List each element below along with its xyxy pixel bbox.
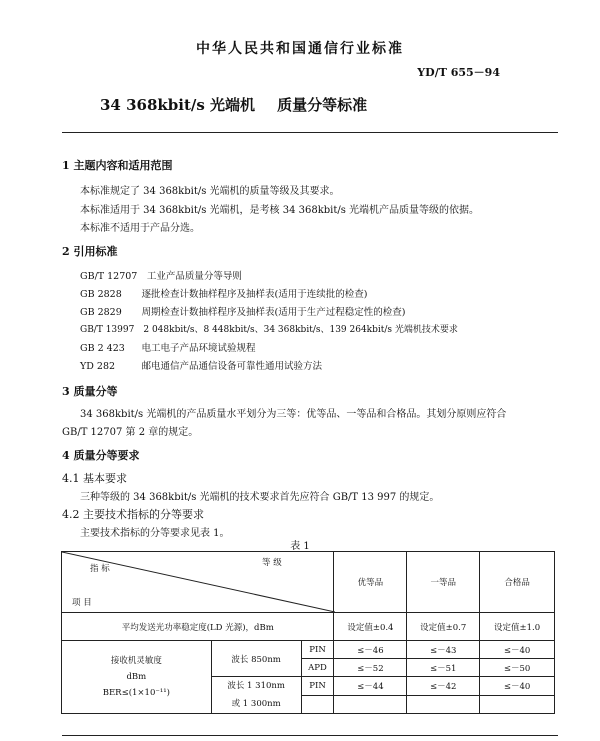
table-caption: 表 1 [290, 541, 310, 552]
section-1-paragraph: 本标准规定了 34 368kbit/s 光端机的质量等级及其要求。 [80, 186, 340, 197]
empty-cell [480, 695, 555, 714]
row-label-power: 平均发送光功率稳定度(LD 光源)，dBm [62, 613, 334, 641]
standard-code: YD/T 655－94 [417, 66, 500, 79]
diagonal-line [62, 552, 335, 612]
reference-item [80, 304, 405, 318]
reference-item [80, 340, 256, 354]
document-title [100, 94, 367, 115]
table-cell: ≤－40 [480, 677, 555, 696]
detector-cell: PIN [301, 677, 334, 696]
sensitivity-label: 接收机灵敏度 [110, 656, 162, 666]
section-4-heading: 4 质量分等要求 [62, 449, 140, 462]
table-cell: ≤－42 [407, 677, 480, 696]
table-row [62, 641, 555, 659]
header-grade-label: 等 级 [262, 558, 282, 568]
wavelength-1310-label: 波长 1 310nm [227, 681, 285, 691]
reference-title: 电工电子产品环境试验规程 [141, 343, 256, 354]
section-1-heading: 1 主题内容和适用范围 [62, 159, 173, 172]
section-3-paragraph-line: GB/T 12707 第 2 章的规定。 [62, 427, 199, 438]
table-cell: ≤－40 [480, 641, 555, 659]
table-cell: 设定值±0.7 [407, 613, 480, 641]
table-row [62, 613, 555, 641]
table-cell: 设定值±0.4 [334, 613, 407, 641]
column-header: 优等品 [334, 552, 407, 613]
reference-code: GB 2828 [80, 289, 122, 300]
reference-item [80, 286, 367, 300]
reference-title: 邮电通信产品通信设备可靠性通用试验方法 [141, 361, 323, 372]
reference-code: GB/T 12707 [80, 271, 138, 282]
reference-code: YD 282 [80, 361, 116, 372]
detector-cell: PIN [301, 641, 334, 659]
detector-cell: APD [301, 659, 334, 677]
table-cell: ≤－51 [407, 659, 480, 677]
header-item-label: 项 目 [72, 598, 92, 608]
document-title-sub: 质量分等标准 [277, 96, 368, 114]
section-4-1-text: 三种等级的 34 368kbit/s 光端机的技术要求首先应符合 GB/T 13 997 的规定。 [80, 492, 440, 503]
grading-table [61, 551, 555, 714]
table-cell: ≤－44 [334, 677, 407, 696]
table-cell: ≤－52 [334, 659, 407, 677]
reference-item [80, 358, 322, 372]
column-header: 一等品 [407, 552, 480, 613]
industry-standard-title: 中华人民共和国通信行业标准 [196, 41, 404, 57]
section-1-paragraph: 本标准不适用于产品分选。 [80, 223, 200, 234]
reference-title: 逐批检查计数抽样程序及抽样表(适用于连续批的检查) [141, 289, 368, 300]
wavelength-850-cell: 波长 850nm [211, 641, 301, 677]
table-cell: 设定值±1.0 [480, 613, 555, 641]
wavelength-1300-label: 或 1 300nm [231, 699, 281, 709]
section-2-heading: 2 引用标准 [62, 245, 118, 258]
sensitivity-ber: BER≤(1×10⁻¹¹) [102, 688, 170, 698]
section-4-2-text: 主要技术指标的分等要求见表 1。 [80, 528, 230, 539]
reference-code: GB 2829 [80, 307, 122, 318]
table-header-diagonal-cell [62, 552, 334, 613]
reference-title: 周期检查计数抽样程序及抽样表(适用于生产过程稳定性的检查) [141, 307, 406, 318]
empty-cell [334, 695, 407, 714]
document-title-main: 34 368kbit/s 光端机 [100, 96, 256, 114]
table-cell: ≤－43 [407, 641, 480, 659]
reference-item [80, 268, 242, 282]
header-divider [62, 132, 558, 133]
empty-cell [301, 695, 334, 714]
section-4-1-heading: 4.1 基本要求 [62, 472, 127, 485]
row-label-sensitivity [62, 641, 212, 714]
footer-divider [62, 735, 558, 736]
header-indicator-label: 指 标 [90, 564, 110, 574]
empty-cell [407, 695, 480, 714]
section-4-2-heading: 4.2 主要技术指标的分等要求 [62, 508, 204, 521]
section-3-paragraph-line: 34 368kbit/s 光端机的产品质量水平划分为三等：优等品、一等品和合格品。其划分原则应符合 [80, 409, 507, 420]
reference-code: GB/T 13997 [80, 325, 135, 335]
table-cell: ≤－50 [480, 659, 555, 677]
section-1-paragraph: 本标准适用于 34 368kbit/s 光端机，是考核 34 368kbit/s 光端机产品质量等级的依据。 [80, 205, 480, 216]
reference-title: 工业产品质量分等导则 [146, 271, 242, 282]
reference-item [80, 322, 458, 335]
table-header-row [62, 552, 555, 613]
reference-code: GB 2 423 [80, 343, 125, 354]
column-header: 合格品 [480, 552, 555, 613]
reference-title: 2 048kbit/s、8 448kbit/s、34 368kbit/s、139 264kbit/s 光端机技术要求 [143, 325, 458, 335]
table-cell: ≤－46 [334, 641, 407, 659]
section-3-heading: 3 质量分等 [62, 385, 118, 398]
sensitivity-unit: dBm [126, 672, 147, 682]
wavelength-1310-cell [211, 677, 301, 714]
